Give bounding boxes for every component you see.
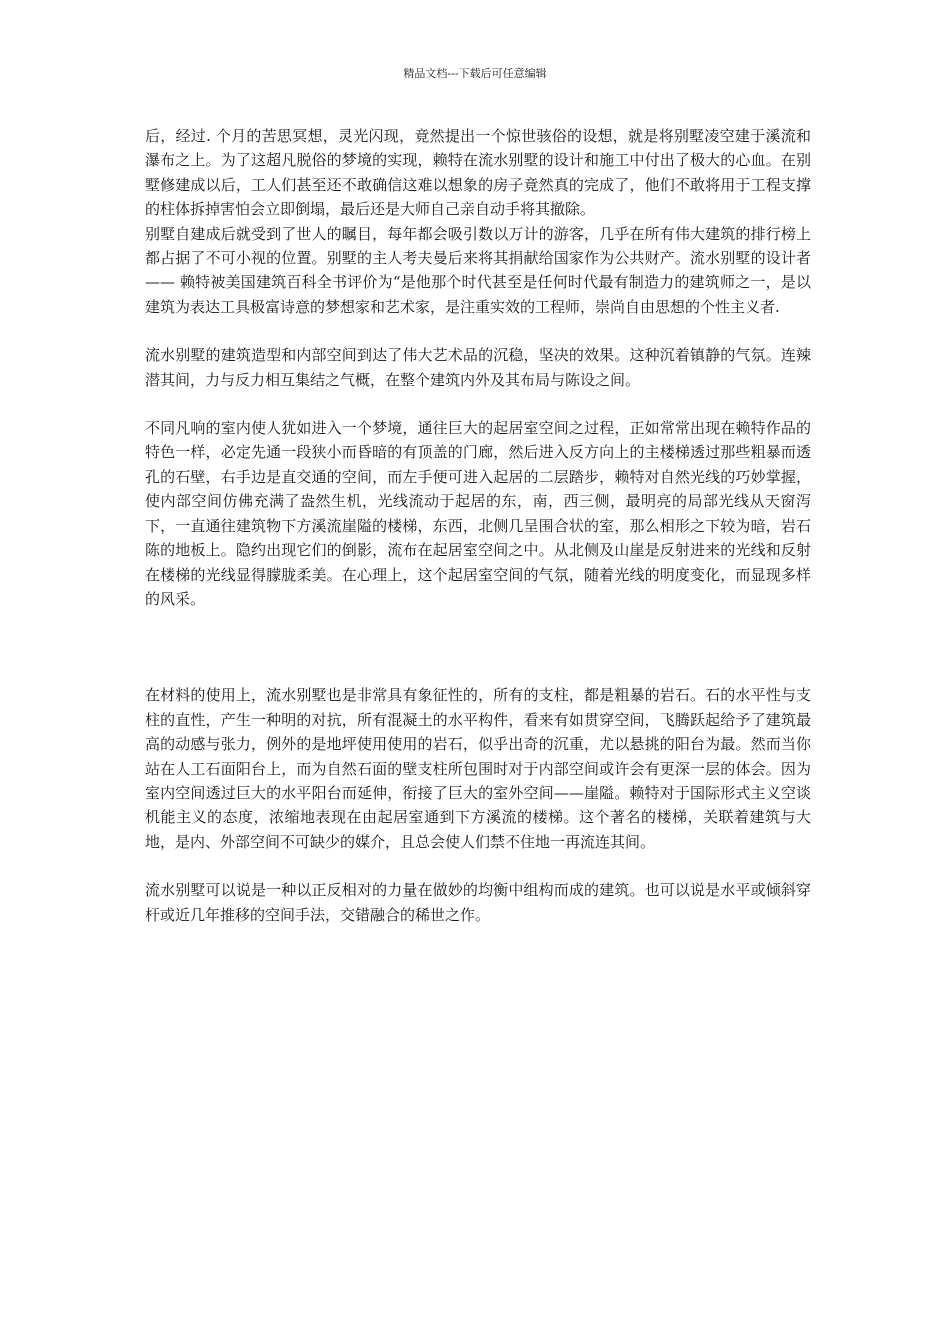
paragraph-spacer: [145, 854, 811, 878]
paragraph-spacer: [145, 319, 811, 343]
paragraph-interior-light: 不同凡响的室内使人犹如进入一个梦境，通往巨大的起居室空间之过程，正如常常出现在赖特作品的特色一样，必定先通一段狭小而昏暗的有顶盖的门廊，然后进入反方向上的主楼梯透过那些粗暴而透孔的石壁，右手边是直交通的空间，而左手便可进入起居的二层踏步，赖特对自然光线的巧妙掌握，使内部空间仿佛充满了盎然生机，光线流动于起居的东，南，西三侧，最明亮的局部光线从天窗泻下，一直通往建筑物下方溪流崖隘的楼梯，东西，北侧几呈围合状的室，那么相形之下较为暗，岩石陈的地板上。隐约出现它们的倒影，流布在起居室空间之中。从北侧及山崖是反射进来的光线和反射在楼梯的光线显得朦胧柔美。在心理上，这个起居室空间的气氛，随着光线的明度变化，而显现多样的风采。: [145, 419, 811, 608]
paragraph-reception: 别墅自建成后就受到了世人的瞩目，每年都会吸引数以万计的游客，几乎在所有伟大建筑的排行榜上都占据了不可小视的位置。别墅的主人考夫曼后来将其捐献给国家作为公共财产。流水别墅的设计者—— 赖特被美国建筑百科全书评价为“是他那个时代甚至是任何时代最有制造力的建筑师之一，是以建筑为表达工具极富诗意的梦想家和艺术家，是注重实效的工程师，崇尚自由思想的个性主义者.: [145, 224, 811, 316]
paragraph-design-story: 后，经过. 个月的苦思冥想，灵光闪现，竟然提出一个惊世骇俗的设想，就是将别墅凌空建于溪流和瀑布之上。为了这超凡脱俗的梦境的实现，赖特在流水别墅的设计和施工中付出了极大的心血。在别墅修建成以后，工人们甚至还不敢确信这难以想象的房子竟然真的完成了，他们不敢将用于工程支撑的柱体拆掉害怕会立即倒塌，最后还是大师自己亲自动手将其撤除。: [145, 127, 811, 219]
page-header: 精品文档---下载后可任意编辑: [403, 67, 547, 80]
paragraph-spacer: [145, 611, 811, 683]
paragraph-conclusion: 流水别墅可以说是一种以正反相对的力量在做妙的均衡中组构而成的建筑。也可以说是水平或倾斜穿杆或近几年推移的空间手法，交错融合的稀世之作。: [145, 881, 811, 924]
document-body: [145, 124, 811, 927]
paragraph-form-space: 流水别墅的建筑造型和内部空间到达了伟大艺术品的沉稳，坚决的效果。这种沉着镇静的气氛。连辣潜其间，力与反力相互集结之气概，在整个建筑内外及其布局与陈设之间。: [145, 346, 811, 389]
paragraph-materials: 在材料的使用上，流水别墅也是非常具有象征性的，所有的支柱，都是粗暴的岩石。石的水平性与支柱的直性，产生一种明的对抗，所有混凝土的水平构件，看来有如贯穿空间，飞腾跃起给予了建筑最高的动感与张力，例外的是地坪使用使用的岩石，似乎出奇的沉重，尤以悬挑的阳台为最。然而当你站在人工石面阳台上，而为自然石面的壁支柱所包围时对于内部空间或许会有更深一层的体会。因为室内空间透过巨大的水平阳台而延伸，衔接了巨大的室外空间——崖隘。赖特对于国际形式主义空谈机能主义的态度，浓缩地表现在由起居室通到下方溪流的楼梯。这个著名的楼梯，关联着建筑与大地，是内、外部空间不可缺少的媒介，且总会使人们禁不住地一再流连其间。: [145, 686, 811, 851]
paragraph-spacer: [145, 392, 811, 416]
